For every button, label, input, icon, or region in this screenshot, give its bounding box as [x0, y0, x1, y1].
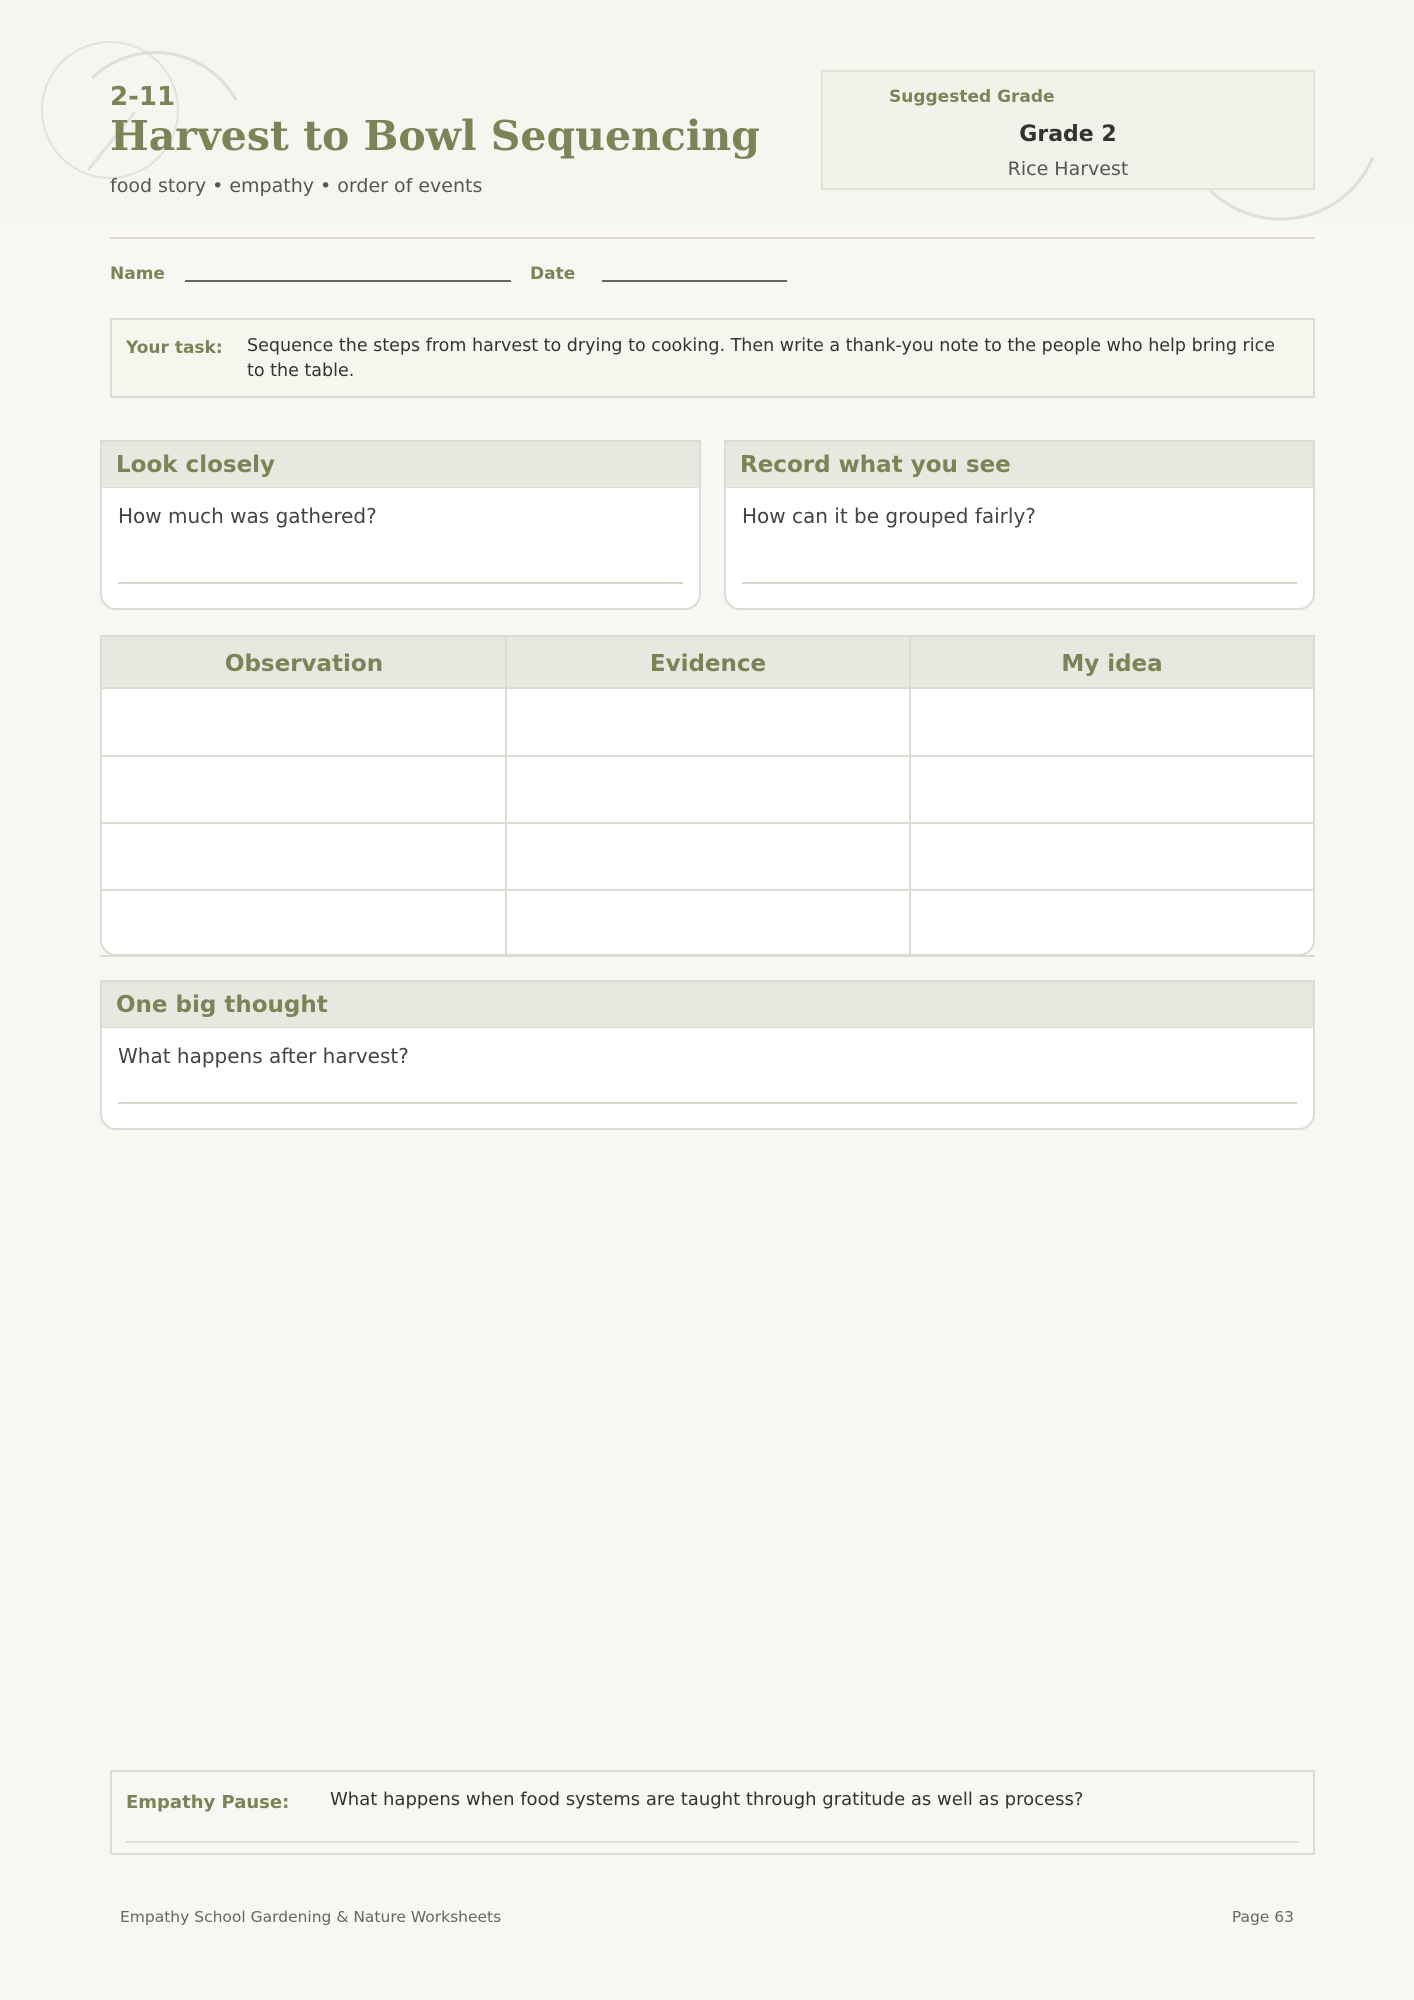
row-divider — [102, 755, 1313, 757]
column-header-evidence: Evidence — [649, 651, 767, 677]
grade-topic: Rice Harvest — [1007, 158, 1129, 180]
page-subtitle: food story • empathy • order of events — [110, 175, 483, 197]
name-field[interactable] — [185, 280, 511, 282]
answer-line[interactable] — [742, 582, 1297, 584]
answer-line[interactable] — [126, 1841, 1299, 1843]
page-title: Harvest to Bowl Sequencing — [110, 112, 760, 160]
card-prompt: What happens after harvest? — [118, 1044, 409, 1068]
empathy-pause-text: What happens when food systems are taught through gratitude as well as process? — [330, 1789, 1084, 1810]
task-text: Sequence the steps from harvest to drying to cooking. Then write a thank-you note to the people who help bring rice to the table. — [247, 336, 1275, 381]
big-thought-card — [100, 980, 1315, 1130]
answer-line[interactable] — [118, 1102, 1297, 1104]
card-title: Look closely — [102, 442, 699, 488]
row-divider — [102, 889, 1313, 891]
column-header-my-idea: My idea — [1061, 651, 1163, 677]
card-title: One big thought — [102, 982, 1313, 1028]
record-card — [724, 440, 1315, 610]
date-label: Date — [530, 264, 576, 284]
column-header-observation: Observation — [224, 651, 384, 677]
card-title: Record what you see — [726, 442, 1313, 488]
date-field[interactable] — [602, 280, 787, 282]
row-divider — [102, 822, 1313, 824]
name-label: Name — [110, 264, 165, 284]
grade-box — [821, 70, 1315, 190]
empathy-pause-label: Empathy Pause: — [126, 1792, 290, 1813]
task-label: Your task: — [126, 338, 223, 358]
column-divider — [505, 637, 507, 954]
task-box — [110, 318, 1315, 398]
footer-title: Empathy School Gardening & Nature Worksheets — [120, 1908, 502, 1926]
table-bottom-rule — [100, 955, 1315, 957]
page-number: Page 63 — [1231, 1908, 1294, 1926]
worksheet-code: 2-11 — [110, 82, 176, 112]
look-closely-card — [100, 440, 701, 610]
grade-label: Suggested Grade — [889, 87, 1055, 107]
card-prompt: How much was gathered? — [118, 504, 377, 528]
grade-value: Grade 2 — [1019, 122, 1117, 147]
column-divider — [909, 637, 911, 954]
card-prompt: How can it be grouped fairly? — [742, 504, 1036, 528]
header-divider — [110, 237, 1315, 239]
observation-table — [100, 635, 1315, 956]
empathy-pause-box — [110, 1770, 1315, 1855]
answer-line[interactable] — [118, 582, 683, 584]
